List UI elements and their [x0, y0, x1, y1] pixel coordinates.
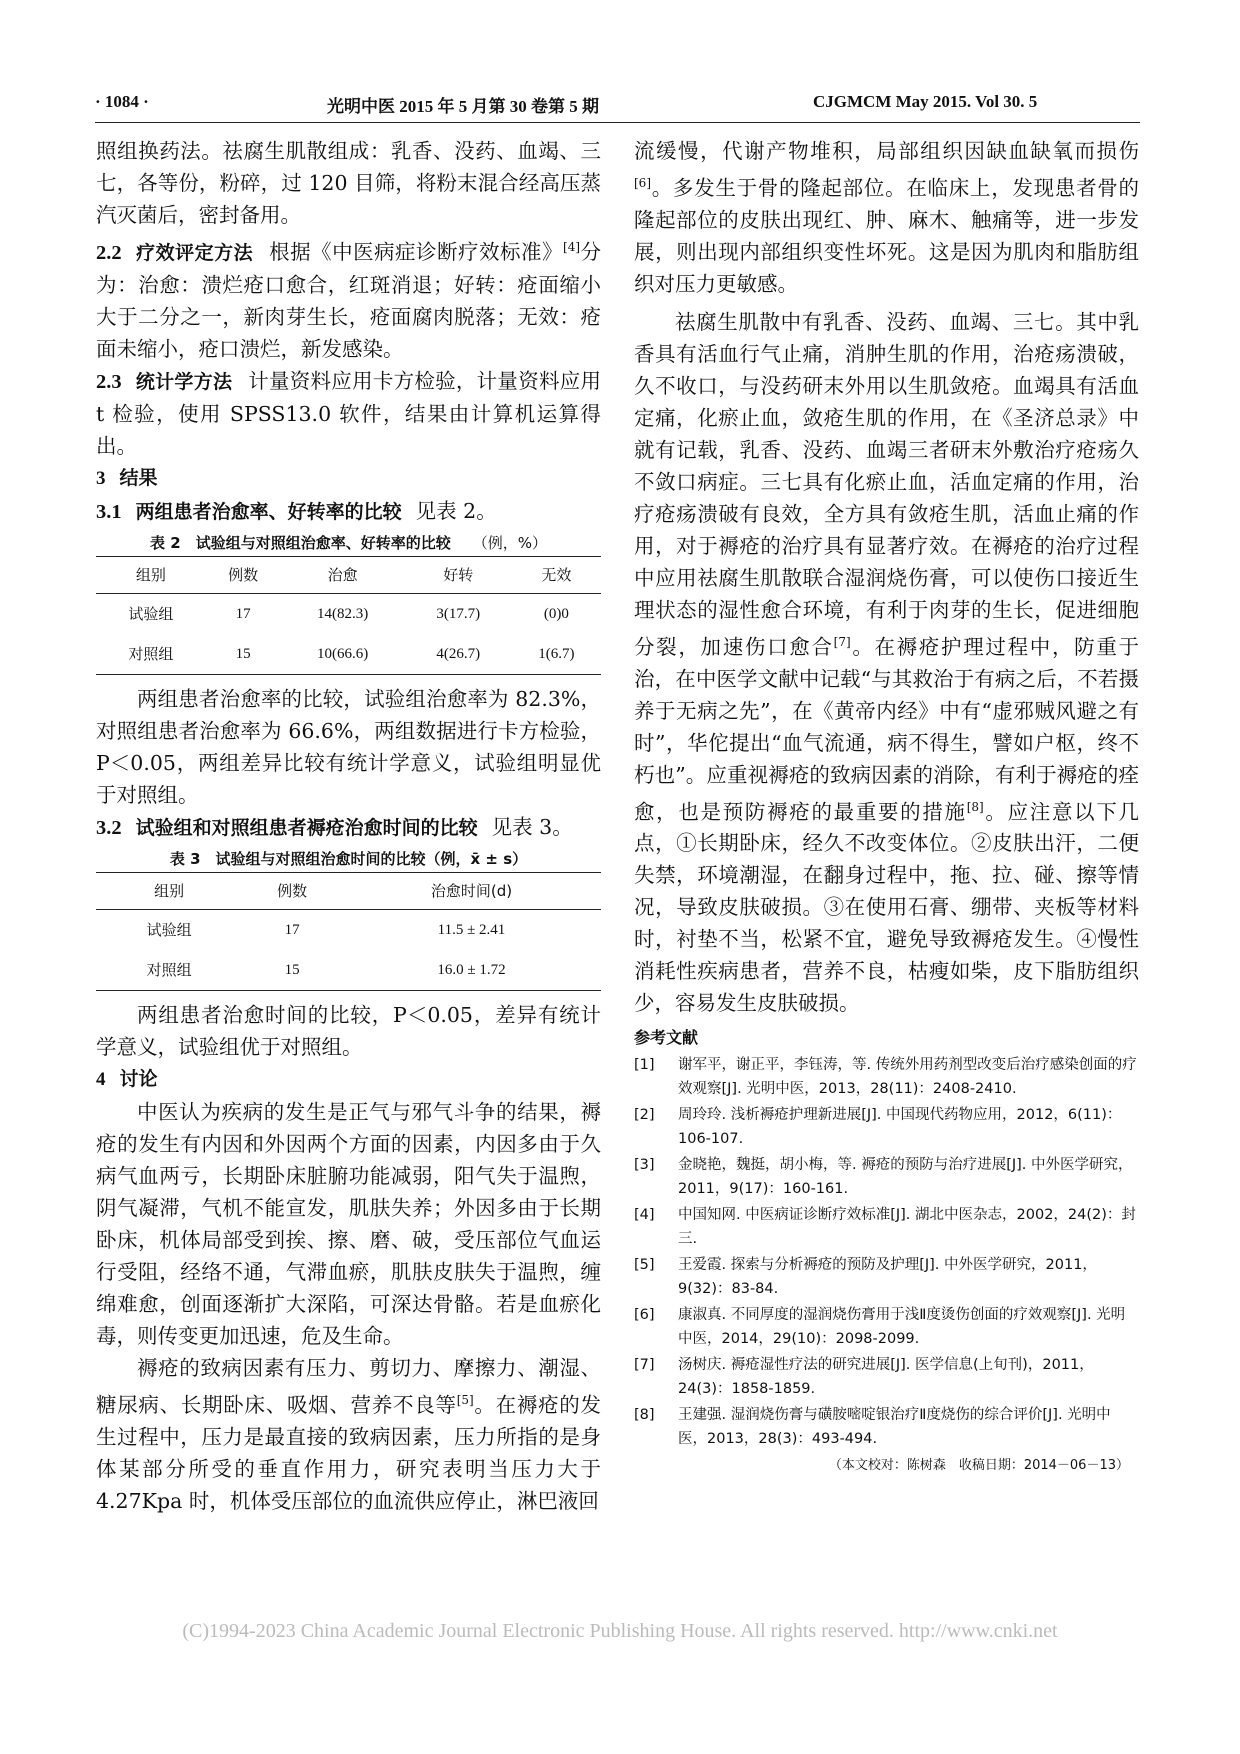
- section-number: 4: [96, 1068, 106, 1090]
- paragraph-text: 。在褥疮的发生过程中，压力是最直接的致病因素，压力所指的是身体某部分所受的垂直作用力，研究表明当压力大于 4.27Kpa 时，机体受压部位的血流供应停止，淋巴液回: [96, 1392, 602, 1513]
- reference-item: [634, 1253, 1139, 1301]
- table-cell: 17: [235, 605, 251, 622]
- paragraph-text: 。应注意以下几点，①长期卧床，经久不改变体位。②皮肤出汗，二便失禁，环境潮湿，在翻身过程中，拖、拉、碰、擦等情况，导致皮肤破损。③在使用石膏、绷带、夹板等材料时，衬垫不当，松紧不宜，避免导致褥疮发生。④慢性消耗性疾病患者，营养不良，枯瘦如柴，皮下脂肪组织少，容易发生皮肤破损。: [634, 799, 1140, 1016]
- section-4-heading: [96, 1063, 601, 1096]
- table-cell: 14(82.3): [317, 605, 369, 622]
- journal-title-cn: 光明中医 2015 年 5 月第 30 卷第 5 期: [327, 97, 599, 116]
- table-cell: 4(26.7): [436, 645, 481, 662]
- table-cell: 1(6.7): [538, 645, 575, 662]
- caption-unit: （例，%）: [472, 533, 547, 552]
- section-title: 两组患者治愈率、好转率的比较: [135, 500, 402, 523]
- journal-title-en: CJGMCM May 2015. Vol 30. 5: [813, 92, 1038, 111]
- table-row: [96, 950, 601, 991]
- table-row: [96, 593, 601, 634]
- table-header-cell: 例数: [228, 565, 259, 584]
- paragraph-text: 祛腐生肌散中有乳香、没药、血竭、三七。其中乳香具有活血行气止痛，消肿生肌的作用，治疮疡溃破，久不收口，与没药研末外用以生肌敛疮。血竭具有活血定痛，化瘀止血，敛疮生肌的作用，在《圣济总录》中就有记载，乳香、没药、血竭三者研末外敷治疗疮疡久不敛口病症。三七具有化瘀止血，活血定痛的作用，治疗疮疡溃破有良效，全方具有敛疮生肌，活血止痛的作用，对于褥疮的治疗具有显著疗效。在褥疮的治疗过程中应用祛腐生肌散联合湿润烧伤膏，可以使伤口接近生理状态的湿性愈合环境，有利于肉芽的生长，促进细胞分裂，加速伤口愈合: [634, 309, 1139, 659]
- paragraph-text: 。多发生于骨的隆起部位。在临床上，发现患者骨的隆起部位的皮肤出现红、肿、麻木、触痛等，进一步发展，则出现内部组织变性坏死。这是因为肌肉和脂肪组织对压力更敏感。: [634, 175, 1139, 296]
- section-text: 根据《中医病症诊断疗效标准》: [269, 239, 564, 264]
- section-number: 3.1: [96, 500, 122, 523]
- reference-number: [1]: [634, 1057, 655, 1074]
- table-header-cell: 好转: [443, 565, 474, 584]
- citation-ref: [4]: [563, 240, 581, 254]
- reference-item: [634, 1053, 1139, 1101]
- section-title: 试验组和对照组患者褥疮治愈时间的比较: [135, 816, 478, 839]
- reference-text: 康淑真. 不同厚度的湿润烧伤膏用于浅Ⅱ度烫伤创面的疗效观察[J]. 光明中医，2014，29(10)：2098-2099.: [678, 1307, 1126, 1348]
- section-number: 2.2: [96, 241, 122, 264]
- section-number: 2.3: [96, 370, 122, 393]
- reference-text: 王爱霞. 探索与分析褥疮的预防及护理[J]. 中外医学研究，2011，9(32)：83-84.: [678, 1257, 1097, 1298]
- reference-number: [2]: [634, 1107, 655, 1124]
- reference-number: [8]: [634, 1407, 655, 1424]
- section-title: 结果: [119, 467, 158, 489]
- copyright-footer: (C)1994-2023 China Academic Journal Electronic Publishing House. All rights reserved. http://www.cnki.net: [182, 1620, 1058, 1642]
- page-number: · 1084 ·: [95, 92, 149, 111]
- paragraph-cure-rate: 两组患者治愈率的比较，试验组治愈率为 82.3%，对照组患者治愈率为 66.6%，两组数据进行卡方检验，P＜0.05，两组差异比较有统计学意义，试验组明显优于对照组。: [96, 686, 601, 807]
- paragraph-pressure-cont: [634, 135, 1139, 300]
- paragraph-methods-end: 照组换药法。祛腐生肌散组成：乳香、没药、血竭、三七，各等份，粉碎，过 120 目筛，将粉末混合经高压蒸汽灭菌后，密封备用。: [96, 139, 601, 227]
- section-3-1: [96, 495, 601, 528]
- reference-item: [634, 1153, 1139, 1201]
- reference-text: 中国知网. 中医病证诊断疗效标准[J]. 湖北中医杂志，2002，24(2)：封三.: [678, 1207, 1136, 1248]
- reference-number: [6]: [634, 1307, 655, 1324]
- table-header-cell: 治愈时间(d): [430, 881, 513, 900]
- table-row: [96, 634, 601, 675]
- table-header-row: [96, 872, 601, 909]
- table-cell: 对照组: [146, 960, 192, 979]
- header-rule: [95, 122, 1140, 123]
- running-header: [95, 88, 1145, 118]
- section-title: 讨论: [119, 1068, 158, 1090]
- references-list: [634, 1053, 1139, 1451]
- paragraph-text: 。在褥疮护理过程中，防重于治，在中医学文献中记载“与其救治于有病之后，不若摄养于无病之先”，在《黄帝内经》中有“虚邪贼风避之有时”，华佗提出“血气流通，病不得生，譬如户枢，终不朽也”。应重视褥疮的致病因素的消除，有利于褥疮的痊愈，也是预防褥疮的最重要的措施: [634, 634, 1140, 824]
- reference-item: [634, 1103, 1139, 1151]
- table-header-cell: 组别: [135, 565, 166, 584]
- reference-item: [634, 1403, 1139, 1451]
- paragraph-text: 褥疮的致病因素有压力、剪切力、摩擦力、潮湿、糖尿病、长期卧床、吸烟、营养不良等: [96, 1355, 601, 1417]
- reference-text: 谢军平，谢正平，李钰涛，等. 传统外用药剂型改变后治疗感染创面的疗效观察[J]. 光明中医，2013，28(11)：2408-2410.: [678, 1057, 1137, 1098]
- table-cell: 16.0 ± 1.72: [437, 961, 506, 978]
- reference-text: 汤树庆. 褥疮湿性疗法的研究进展[J]. 医学信息(上旬刊)，2011，24(3)：1858-1859.: [678, 1357, 1094, 1398]
- reference-number: [7]: [634, 1357, 655, 1374]
- section-text: 分为：治愈：溃烂疮口愈合，红斑消退；好转：疮面缩小大于二分之一，新肉芽生长，疮面腐肉脱落；无效：疮面未缩小，疮口溃烂，新发感染。: [96, 239, 602, 361]
- table-header-cell: 治愈: [327, 565, 358, 584]
- table-header-cell: 组别: [154, 881, 185, 900]
- citation-ref: [8]: [966, 799, 984, 814]
- reference-text: 王建强. 湿润烧伤膏与磺胺嘧啶银治疗Ⅱ度烧伤的综合评价[J]. 光明中医，2013，28(3)：493-494.: [678, 1407, 1111, 1448]
- section-2-3: [96, 365, 601, 462]
- table-header-cell: 无效: [541, 565, 572, 584]
- section-title: 疗效评定方法: [135, 241, 254, 264]
- section-text: 见表 2。: [415, 498, 497, 523]
- table-cell: 试验组: [146, 920, 192, 939]
- table-3: [96, 872, 601, 991]
- citation-ref: [6]: [634, 176, 651, 190]
- reference-text: 金晓艳，魏挺，胡小梅，等. 褥疮的预防与治疗进展[J]. 中外医学研究，2011，9(17)：160-161.: [678, 1157, 1133, 1198]
- table-cell: 15: [235, 645, 251, 662]
- section-number: 3.2: [96, 816, 122, 839]
- reference-number: [3]: [634, 1157, 655, 1174]
- table-cell: 对照组: [128, 644, 174, 663]
- paragraph-cure-time: 两组患者治愈时间的比较，P＜0.05，差异有统计学意义，试验组优于对照组。: [96, 1002, 601, 1059]
- paragraph-discussion-2: [96, 1352, 601, 1517]
- reference-item: [634, 1353, 1139, 1401]
- section-text: 计量资料应用卡方检验，计量资料应用 t 检验，使用 SPSS13.0 软件，结果由计算机运算得出。: [96, 368, 601, 458]
- right-column: [634, 135, 1139, 1477]
- table-2: [96, 556, 601, 675]
- table-cell: 10(66.6): [317, 645, 369, 662]
- table-cell: (0)0: [543, 605, 569, 622]
- table-header-row: [96, 556, 601, 593]
- reference-number: [4]: [634, 1207, 655, 1224]
- table-3-caption: 表 3 试验组与对照组治愈时间的比较（例，x̄ ± s）: [169, 849, 528, 868]
- reference-text: 周玲玲. 浅析褥疮护理新进展[J]. 中国现代药物应用，2012，6(11)：106-107.: [678, 1107, 1122, 1148]
- section-3-heading: [96, 462, 601, 495]
- section-text: 见表 3。: [491, 814, 573, 839]
- table-cell: 11.5 ± 2.41: [437, 921, 506, 938]
- reference-number: [5]: [634, 1257, 655, 1274]
- editor-note: （本文校对：陈树森 收稿日期：2014－06－13）: [828, 1458, 1129, 1474]
- reference-item: [634, 1203, 1139, 1251]
- table-header-cell: 例数: [277, 881, 308, 900]
- paragraph-text: 流缓慢，代谢产物堆积，局部组织因缺血缺氧而损伤: [634, 139, 1139, 163]
- section-3-2: [96, 811, 601, 844]
- caption-text: 表 2 试验组与对照组治愈率、好转率的比较: [150, 533, 451, 552]
- section-number: 3: [96, 467, 106, 489]
- paragraph-formula: [634, 306, 1139, 1020]
- paragraph-discussion-1: 中医认为疾病的发生是正气与邪气斗争的结果，褥疮的发生有内因和外因两个方面的因素，内因多由于久病气血两亏，长期卧床脏腑功能减弱，阳气失于温煦，阴气凝滞，气机不能宣发，肌肤失养；外因多由于长期卧床，机体局部受到挨、擦、磨、破，受压部位气血运行受阻，经络不通，气滞血瘀，肌肤皮肤失于温煦，缠绵难愈，创面逐渐扩大深陷，可深达骨骼。若是血瘀化毒，则传变更加迅速，危及生命。: [96, 1099, 601, 1348]
- citation-ref: [7]: [833, 634, 851, 649]
- section-2-2: [96, 231, 601, 365]
- section-title: 统计学方法: [135, 370, 233, 393]
- table-2-caption: [96, 532, 601, 554]
- table-cell: 试验组: [128, 604, 174, 623]
- citation-ref: [5]: [456, 1392, 474, 1407]
- left-column: [96, 135, 601, 1517]
- table-cell: 17: [284, 921, 300, 938]
- table-row: [96, 909, 601, 950]
- table-cell: 3(17.7): [436, 605, 481, 622]
- reference-item: [634, 1303, 1139, 1351]
- references-heading: 参考文献: [634, 1028, 699, 1048]
- table-cell: 15: [284, 961, 300, 978]
